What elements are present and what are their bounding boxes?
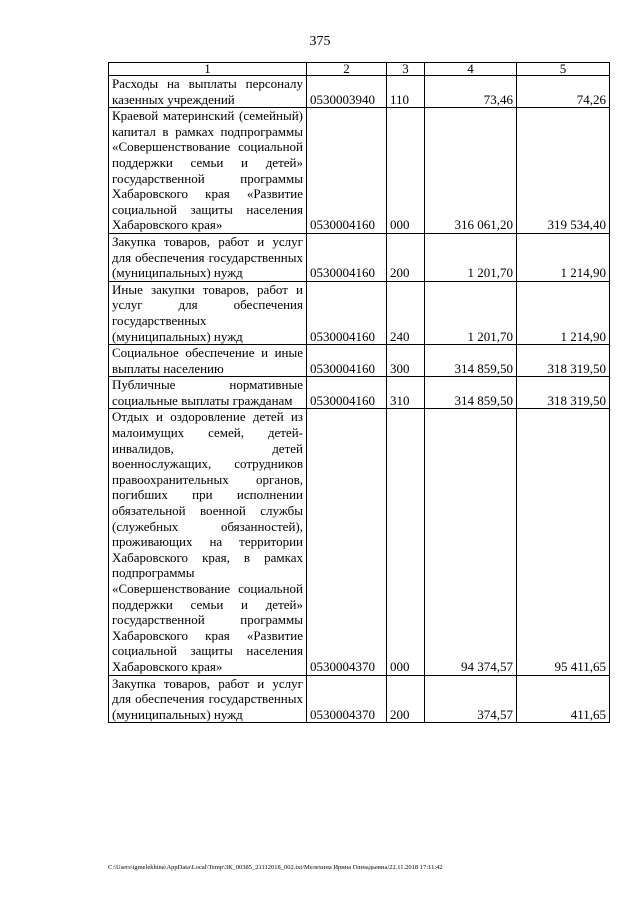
row-value-4-cell: 314 859,50 bbox=[425, 345, 517, 377]
row-value-4-cell: 94 374,57 bbox=[425, 409, 517, 675]
row-value-5-cell: 411,65 bbox=[517, 675, 610, 723]
row-value-5-cell: 1 214,90 bbox=[517, 281, 610, 344]
page-number: 375 bbox=[309, 34, 331, 49]
header-col-1: 1 bbox=[109, 63, 307, 76]
row-value-4-cell: 1 201,70 bbox=[425, 233, 517, 281]
row-type-cell: 300 bbox=[387, 345, 425, 377]
row-name-cell: Публичные нормативные социальные выплаты гражданам bbox=[109, 377, 307, 409]
row-type-cell: 110 bbox=[387, 76, 425, 108]
row-name-cell: Закупка товаров, работ и услуг для обеспечения государственных (муниципальных) нужд bbox=[109, 675, 307, 723]
header-col-2: 2 bbox=[307, 63, 387, 76]
row-value-4-cell: 73,46 bbox=[425, 76, 517, 108]
table-row bbox=[109, 281, 610, 344]
row-type-cell: 000 bbox=[387, 108, 425, 234]
table-row bbox=[109, 345, 610, 377]
header-col-4: 4 bbox=[425, 63, 517, 76]
row-name-cell: Социальное обеспечение и иные выплаты населению bbox=[109, 345, 307, 377]
table-row bbox=[109, 675, 610, 723]
budget-table bbox=[108, 62, 610, 723]
table-row bbox=[109, 377, 610, 409]
row-value-5-cell: 1 214,90 bbox=[517, 233, 610, 281]
row-value-5-cell: 318 319,50 bbox=[517, 345, 610, 377]
header-col-3: 3 bbox=[387, 63, 425, 76]
row-code-cell: 0530004370 bbox=[307, 675, 387, 723]
row-type-cell: 200 bbox=[387, 233, 425, 281]
row-type-cell: 000 bbox=[387, 409, 425, 675]
row-name-cell: Иные закупки товаров, работ и услуг для обеспечения государственных (муниципальных) нужд bbox=[109, 281, 307, 344]
row-name-cell: Расходы на выплаты персоналу казенных учреждений bbox=[109, 76, 307, 108]
row-code-cell: 0530004160 bbox=[307, 281, 387, 344]
row-code-cell: 0530004160 bbox=[307, 108, 387, 234]
row-code-cell: 0530004160 bbox=[307, 233, 387, 281]
row-value-5-cell: 95 411,65 bbox=[517, 409, 610, 675]
row-type-cell: 240 bbox=[387, 281, 425, 344]
row-code-cell: 0530004160 bbox=[307, 345, 387, 377]
table-row bbox=[109, 409, 610, 675]
row-code-cell: 0530003940 bbox=[307, 76, 387, 108]
row-value-4-cell: 374,57 bbox=[425, 675, 517, 723]
row-value-4-cell: 1 201,70 bbox=[425, 281, 517, 344]
row-code-cell: 0530004160 bbox=[307, 377, 387, 409]
file-path-footer: C:\Users\igmelekhina\AppData\Local\Temp\ЗК_00385_21112018_002.txt/Мелехина Ирина Геннадьевна/22.11.2018 17:11:42 bbox=[108, 864, 443, 871]
row-value-5-cell: 74,26 bbox=[517, 76, 610, 108]
row-value-4-cell: 314 859,50 bbox=[425, 377, 517, 409]
row-type-cell: 200 bbox=[387, 675, 425, 723]
table-row bbox=[109, 233, 610, 281]
table-row bbox=[109, 76, 610, 108]
row-type-cell: 310 bbox=[387, 377, 425, 409]
row-name-cell: Закупка товаров, работ и услуг для обеспечения государственных (муниципальных) нужд bbox=[109, 233, 307, 281]
row-code-cell: 0530004370 bbox=[307, 409, 387, 675]
row-value-4-cell: 316 061,20 bbox=[425, 108, 517, 234]
table-row bbox=[109, 108, 610, 234]
row-value-5-cell: 318 319,50 bbox=[517, 377, 610, 409]
row-name-cell: Краевой материнский (семейный) капитал в рамках подпрограммы «Совершенствование социальной поддержки семьи и детей» государственной программы Хабаровского края «Развитие социальной защиты населения Хабаровского края» bbox=[109, 108, 307, 234]
header-col-5: 5 bbox=[517, 63, 610, 76]
row-value-5-cell: 319 534,40 bbox=[517, 108, 610, 234]
row-name-cell: Отдых и оздоровление детей из малоимущих семей, детей-инвалидов, детей военнослужащих, сотрудников правоохранительных органов, погибших при исполнении обязательной военной службы (служебных обязанностей), проживающих на территории Хабаровского края, в рамках подпрограммы «Совершенствование социальной поддержки семьи и детей» государственной программы Хабаровского края «Развитие социальной защиты населения Хабаровского края» bbox=[109, 409, 307, 675]
table-header-row bbox=[109, 63, 610, 76]
